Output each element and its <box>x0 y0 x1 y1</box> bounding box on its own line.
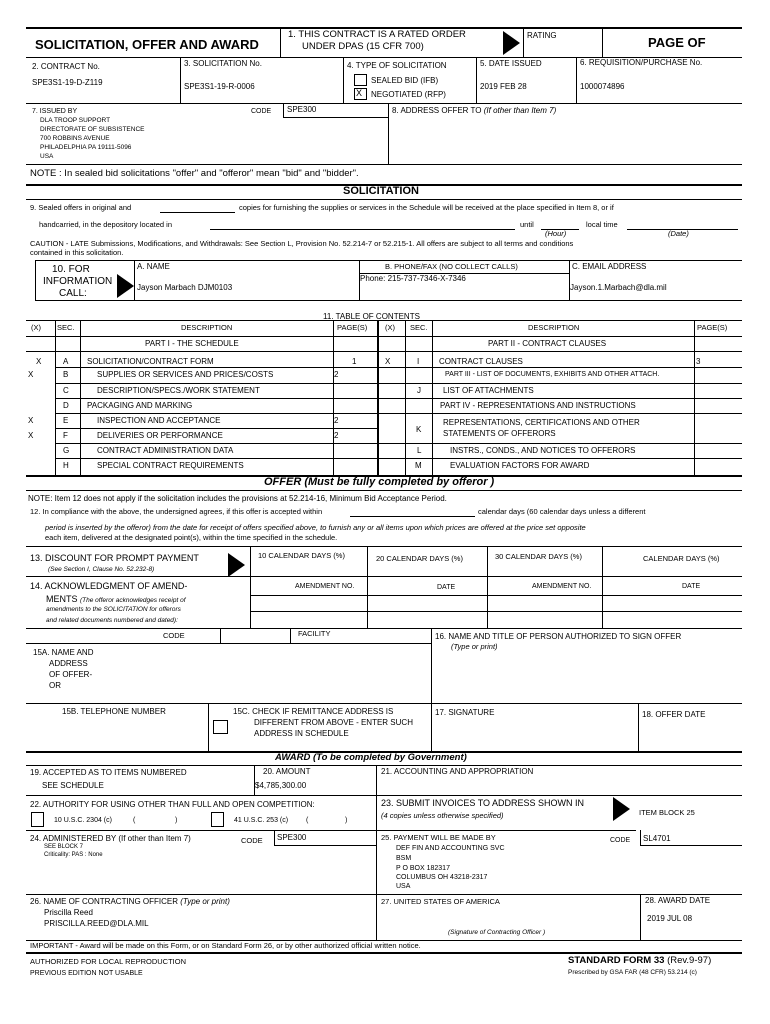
amount-label: 20. AMOUNT <box>263 767 311 776</box>
offeror-address-label: 15A. NAME AND <box>33 648 94 657</box>
toc-desc: CONTRACT CLAUSES <box>439 357 523 366</box>
paren: ) <box>345 817 348 824</box>
divider <box>55 413 742 414</box>
administered-code-value: SPE300 <box>277 833 307 842</box>
depository-blank[interactable] <box>210 229 515 230</box>
offer-heading: OFFER (Must be fully completed by offeror ) <box>264 476 495 488</box>
divider <box>523 27 524 57</box>
caution-line2: contained in this solicitation. <box>30 248 124 257</box>
rating-label: RATING <box>527 31 557 40</box>
arrow-right-icon <box>117 274 134 298</box>
issued-by-line: USA <box>40 153 54 160</box>
toc-header-pages: PAGE(S) <box>337 323 368 332</box>
divider <box>487 576 488 628</box>
accounting-label: 21. ACCOUNTING AND APPROPRIATION <box>381 767 534 776</box>
toc-x-mark: X <box>28 431 34 440</box>
payment-address-line: COLUMBUS OH 43218-2317 <box>396 874 488 881</box>
divider <box>26 628 742 629</box>
item12-line: 12. In compliance with the above, the undersigned agrees, if this offer is accepted within <box>30 507 323 516</box>
toc-pages: 2 <box>334 370 339 379</box>
toc-sec: L <box>417 446 422 455</box>
toc-sec: M <box>415 461 422 470</box>
divider <box>26 199 742 200</box>
issued-by-line: 700 ROBBINS AVENUE <box>40 135 110 142</box>
remittance-label: ADDRESS IN SCHEDULE <box>254 729 349 738</box>
invoices-item: ITEM BLOCK 25 <box>639 808 695 817</box>
sealed-bid-note: NOTE : In sealed bid solicitations "offer" and "offeror" mean "bid" and "bidder". <box>30 168 359 179</box>
toc-sec: C <box>63 386 69 395</box>
date-issued-value: 2019 FEB 28 <box>480 82 527 91</box>
rated-order-label: 1. THIS CONTRACT IS A RATED ORDER <box>288 29 466 40</box>
important-note: IMPORTANT - Award will be made on this Form, or on Standard Form 26, or by other authorized official written notice. <box>30 941 421 950</box>
footer-prescribed: Prescribed by GSA FAR (48 CFR) 53.214 (c) <box>568 969 697 976</box>
solicitation-type-label: 4. TYPE OF SOLICITATION <box>347 61 447 70</box>
divider <box>250 576 251 628</box>
toc-sec: E <box>63 416 69 425</box>
arrow-right-icon <box>503 31 520 55</box>
arrow-right-icon <box>613 797 630 821</box>
divider <box>638 703 639 751</box>
toc-sec: K <box>416 425 422 434</box>
amend-no-header: AMENDMENT NO. <box>295 583 355 590</box>
divider <box>134 260 135 300</box>
amend-date-header: DATE <box>437 584 456 591</box>
toc-desc: DESCRIPTION/SPECS./WORK STATEMENT <box>97 386 260 395</box>
toc-sec: H <box>63 461 69 470</box>
date-caption: (Date) <box>668 229 689 238</box>
footer-reproduction: AUTHORIZED FOR LOCAL REPRODUCTION <box>30 957 186 966</box>
toc-sec: B <box>63 370 69 379</box>
toc-header-sec: SEC. <box>57 323 75 332</box>
administered-by-sub: SEE BLOCK 7 <box>44 844 84 850</box>
toc-part4: PART IV - REPRESENTATIONS AND INSTRUCTIONS <box>440 401 636 410</box>
divider <box>343 57 344 103</box>
toc-desc: SOLICITATION/CONTRACT FORM <box>87 357 214 366</box>
remittance-label: 15C. CHECK IF REMITTANCE ADDRESS IS <box>233 707 394 716</box>
divider <box>55 443 742 444</box>
divider <box>602 576 603 628</box>
toc-desc: SPECIAL CONTRACT REQUIREMENTS <box>97 461 244 470</box>
toc-desc: INSTRS., CONDS., AND NOTICES TO OFFERORS <box>450 446 636 455</box>
divider <box>367 576 368 628</box>
toc-header-desc: DESCRIPTION <box>528 323 580 332</box>
divider <box>367 546 368 576</box>
divider <box>55 367 742 368</box>
offeror-address-label: OF OFFER- <box>49 670 93 679</box>
arrow-right-icon <box>228 553 245 577</box>
divider <box>220 628 221 643</box>
amount-value: $4,785,300.00 <box>255 781 307 790</box>
award-date-label: 28. AWARD DATE <box>645 896 711 905</box>
solicitation-no-value: SPE3S1-19-R-0006 <box>184 82 255 91</box>
divider <box>476 57 477 103</box>
issued-by-line: DIRECTORATE OF SUBSISTENCE <box>40 126 145 133</box>
divider <box>26 576 742 577</box>
divider <box>26 643 431 644</box>
divider <box>55 383 742 384</box>
divider <box>274 830 275 845</box>
divider <box>576 57 577 103</box>
issued-by-code: SPE300 <box>287 105 317 114</box>
local-time-label: local time <box>586 220 618 229</box>
divider <box>26 336 742 337</box>
toc-part1: PART I - THE SCHEDULE <box>145 339 239 348</box>
toc-sec: J <box>417 386 421 395</box>
toc-x-mark: X <box>385 357 391 366</box>
info-call-label: 10. FOR <box>52 264 90 275</box>
toc-desc: PACKAGING AND MARKING <box>87 401 193 410</box>
contracting-officer-email: PRISCILLA.REED@DLA.MIL <box>44 919 149 928</box>
ack-label: amendments to the SOLICITATION for offerors <box>46 606 181 613</box>
toc-desc: REPRESENTATIONS, CERTIFICATIONS AND OTHER <box>443 418 640 427</box>
authority-253-checkbox[interactable] <box>211 812 224 827</box>
amend-date-header: DATE <box>682 583 701 590</box>
accepted-items-value: SEE SCHEDULE <box>42 781 104 790</box>
telephone-label: 15B. TELEPHONE NUMBER <box>62 707 166 716</box>
divider <box>290 628 291 643</box>
divider <box>250 595 742 596</box>
divider <box>640 894 641 940</box>
divider <box>431 628 432 703</box>
copies-blank[interactable] <box>160 212 235 213</box>
divider <box>55 458 742 459</box>
contracting-officer-label: 26. NAME OF CONTRACTING OFFICER (Type or print) <box>30 897 230 906</box>
divider <box>55 398 742 399</box>
award-date-value: 2019 JUL 08 <box>647 914 693 923</box>
caution-line1: CAUTION - LATE Submissions, Modifications, and Withdrawals: See Section L, Provision No. 52.214-7 or 52.215-1. All offers are subject to all terms and conditions <box>30 239 574 248</box>
date-issued-label: 5. DATE ISSUED <box>480 59 542 68</box>
administered-by-label: 24. ADMINISTERED BY (If other than Item 7) <box>30 834 191 843</box>
info-email-label: C. EMAIL ADDRESS <box>572 262 647 271</box>
divider <box>26 830 636 831</box>
divider <box>602 546 603 576</box>
item9-line2a: handcarried, in the depository located in <box>39 220 173 229</box>
negotiated-mark: X <box>356 88 363 98</box>
info-call-label: INFORMATION <box>43 276 113 287</box>
solicitation-heading: SOLICITATION <box>343 185 419 197</box>
form-number: STANDARD FORM 33 (Rev.9-97) <box>568 955 712 966</box>
footer-edition: PREVIOUS EDITION NOT USABLE <box>30 970 143 977</box>
authority-2304-checkbox[interactable] <box>31 812 44 827</box>
divider <box>274 845 376 846</box>
solicitation-no-label: 3. SOLICITATION No. <box>184 59 262 68</box>
divider <box>180 57 181 103</box>
info-email-value: Jayson.1.Marbach@dla.mil <box>570 283 667 292</box>
divider <box>26 765 742 766</box>
divider <box>376 894 377 940</box>
toc-sec: F <box>63 431 68 440</box>
invoices-label: 23. SUBMIT INVOICES TO ADDRESS SHOWN IN <box>381 798 585 808</box>
divider <box>26 351 742 352</box>
item9-line1b: copies for furnishing the supplies or services in the Schedule will be received at the place specified in Item 8, or if <box>239 203 614 212</box>
requisition-label: 6. REQUISITION/PURCHASE No. <box>580 58 703 67</box>
toc-header-desc: DESCRIPTION <box>181 323 233 332</box>
discount-label: 13. DISCOUNT FOR PROMPT PAYMENT <box>30 553 199 563</box>
offeror-address-label: OR <box>49 681 61 690</box>
payment-label: 25. PAYMENT WILL BE MADE BY <box>381 833 496 842</box>
divider <box>26 320 742 321</box>
divider <box>254 765 255 795</box>
toc-pages: 3 <box>696 357 701 366</box>
divider <box>640 845 742 846</box>
toc-header-sec: SEC. <box>410 323 428 332</box>
info-call-label: CALL: <box>59 288 87 299</box>
toc-desc: CONTRACT ADMINISTRATION DATA <box>97 446 234 455</box>
signature-caption: (Signature of Contracting Officer ) <box>448 929 546 936</box>
remittance-label: DIFFERENT FROM ABOVE - ENTER SUCH <box>254 718 413 727</box>
contract-no-label: 2. CONTRACT No. <box>32 62 100 71</box>
payment-code-label: CODE <box>610 837 631 844</box>
until-label: until <box>520 220 534 229</box>
page-of: PAGE OF <box>648 35 706 50</box>
remittance-checkbox[interactable] <box>213 720 228 734</box>
requisition-value: 1000074896 <box>580 82 625 91</box>
discount-sub: (See Section I, Clause No. 52.232-8) <box>48 566 155 573</box>
info-phone-value: Phone: 215-737-7346-X-7346 <box>360 274 466 283</box>
toc-part2: PART II - CONTRACT CLAUSES <box>488 339 607 348</box>
authority-253-label: 41 U.S.C. 253 (c) <box>234 817 289 824</box>
authorized-signer-label: 16. NAME AND TITLE OF PERSON AUTHORIZED TO SIGN OFFER <box>435 632 682 641</box>
payment-code-value: SL4701 <box>643 834 671 843</box>
divider <box>388 103 389 164</box>
hour-caption: (Hour) <box>545 229 567 238</box>
divider <box>283 117 388 118</box>
toc-header-pages: PAGE(S) <box>697 323 728 332</box>
info-name-label: A. NAME <box>137 262 170 271</box>
contract-no-value: SPE3S1-19-D-Z119 <box>32 78 103 87</box>
toc-x-mark: X <box>28 370 34 379</box>
info-name-value: Jayson Marbach DJM0103 <box>137 283 233 292</box>
divider <box>35 300 742 301</box>
administered-code-label: CODE <box>241 836 263 845</box>
divider <box>376 765 377 795</box>
usa-label: 27. UNITED STATES OF AMERICA <box>381 897 500 906</box>
amend-no-header: AMENDMENT NO. <box>532 583 592 590</box>
item12-line: calendar days (60 calendar days unless a different <box>478 507 646 516</box>
administered-by-sub: Criticality: PAS : None <box>44 852 103 858</box>
divider <box>26 103 742 104</box>
toc-sec: D <box>63 401 69 410</box>
toc-sec: I <box>417 357 420 366</box>
divider <box>26 795 742 796</box>
payment-address-line: P O BOX 182317 <box>396 865 450 872</box>
paren: ) <box>175 817 178 824</box>
divider <box>250 611 742 612</box>
authorized-signer-sub: (Type or print) <box>451 642 498 651</box>
issued-by-line: DLA TROOP SUPPORT <box>40 117 111 124</box>
paren: ( <box>133 817 136 824</box>
payment-address-line: BSM <box>396 855 412 862</box>
divider <box>26 952 742 954</box>
divider <box>283 103 284 117</box>
rated-order-sub: UNDER DPAS (15 CFR 700) <box>302 41 424 52</box>
discount-10: 10 CALENDAR DAYS (%) <box>258 551 345 560</box>
item9-line1a: 9. Sealed offers in original and <box>30 203 132 212</box>
discount-cal: CALENDAR DAYS (%) <box>643 554 720 563</box>
invoices-sub: (4 copies unless otherwise specified) <box>381 811 504 820</box>
info-phone-label: B. PHONE/FAX (NO COLLECT CALLS) <box>385 262 518 271</box>
divider <box>376 830 377 894</box>
toc-desc: SUPPLIES OR SERVICES AND PRICES/COSTS <box>97 370 274 379</box>
toc-sec: G <box>63 446 70 455</box>
toc-pages: 2 <box>334 431 339 440</box>
authority-2304-label: 10 U.S.C. 2304 (c) <box>54 817 112 824</box>
divider <box>26 490 742 491</box>
negotiated-label: NEGOTIATED (RFP) <box>371 90 446 99</box>
issued-by-line: PHILADELPHIA PA 19111-5096 <box>40 144 132 151</box>
divider <box>35 260 36 300</box>
toc-x-mark: X <box>28 416 34 425</box>
toc-pages: 2 <box>334 416 339 425</box>
divider <box>250 546 251 576</box>
paren: ( <box>306 817 309 824</box>
ack-label: 14. ACKNOWLEDGMENT OF AMEND- <box>30 581 188 591</box>
toc-desc: DELIVERIES OR PERFORMANCE <box>97 431 223 440</box>
award-heading: AWARD (To be completed by Government) <box>275 752 467 763</box>
divider <box>602 27 603 57</box>
item12-note: NOTE: Item 12 does not apply if the solicitation includes the provisions at 52.214-16, Minimum Bid Acceptance Period. <box>28 494 447 503</box>
toc-desc: INSPECTION AND ACCEPTANCE <box>97 416 221 425</box>
payment-address-line: USA <box>396 883 411 890</box>
divider <box>280 27 281 57</box>
toc-header-x: (X) <box>31 323 41 332</box>
toc-desc: LIST OF ATTACHMENTS <box>443 386 534 395</box>
toc-header-x: (X) <box>385 323 395 332</box>
payment-address-line: DEF FIN AND ACCOUNTING SVC <box>396 845 505 852</box>
divider <box>569 260 570 300</box>
toc-sec: A <box>63 357 69 366</box>
toc-x-mark: X <box>36 357 42 366</box>
sealed-bid-checkbox[interactable] <box>354 74 367 86</box>
toc-desc: EVALUATION FACTORS FOR AWARD <box>450 461 590 470</box>
divider <box>431 703 432 751</box>
divider <box>208 703 209 751</box>
authority-label: 22. AUTHORITY FOR USING OTHER THAN FULL AND OPEN COMPETITION: <box>30 800 315 809</box>
divider <box>26 894 742 895</box>
contracting-officer-name: Priscilla Reed <box>44 908 93 917</box>
item12-line: period is inserted by the offeror) from the date for receipt of offers specified above, to furnish any or all items upon which prices are offered at the price set opposite <box>45 523 586 532</box>
toc-part3: PART III - LIST OF DOCUMENTS, EXHIBITS AND OTHER ATTACH. <box>445 371 660 378</box>
divider <box>376 795 377 830</box>
discount-20: 20 CALENDAR DAYS (%) <box>376 554 463 563</box>
toc-pages: 1 <box>352 357 357 366</box>
divider <box>640 830 641 845</box>
divider <box>26 703 742 704</box>
issued-by-label: 7. ISSUED BY <box>32 108 78 115</box>
form-title: SOLICITATION, OFFER AND AWARD <box>35 37 259 52</box>
issued-by-code-label: CODE <box>251 108 272 115</box>
discount-30: 30 CALENDAR DAYS (%) <box>495 552 582 561</box>
code-label: CODE <box>163 631 185 640</box>
divider <box>26 546 742 547</box>
ack-label: MENTS (The offeror acknowledges receipt of <box>46 594 186 604</box>
divider <box>487 546 488 576</box>
toc-title: 11. TABLE OF CONTENTS <box>323 312 420 321</box>
sealed-bid-label: SEALED BID (IFB) <box>371 76 439 85</box>
item12-line: each item, delivered at the designated point(s), within the time specified in the schedule. <box>45 533 338 542</box>
signature-label: 17. SIGNATURE <box>435 708 495 717</box>
facility-label: FACILITY <box>298 629 331 638</box>
ack-label: and related documents numbered and dated): <box>46 617 178 624</box>
divider <box>35 260 742 261</box>
offer-date-label: 18. OFFER DATE <box>642 710 706 719</box>
divider <box>55 428 377 429</box>
toc-desc: STATEMENTS OF OFFERORS <box>443 429 556 438</box>
offeror-address-label: ADDRESS <box>49 659 88 668</box>
address-offer-label: 8. ADDRESS OFFER TO (If other than Item 7) <box>392 106 557 115</box>
accepted-items-label: 19. ACCEPTED AS TO ITEMS NUMBERED <box>30 768 187 777</box>
divider <box>26 164 742 165</box>
acceptance-days-blank[interactable] <box>350 516 475 517</box>
